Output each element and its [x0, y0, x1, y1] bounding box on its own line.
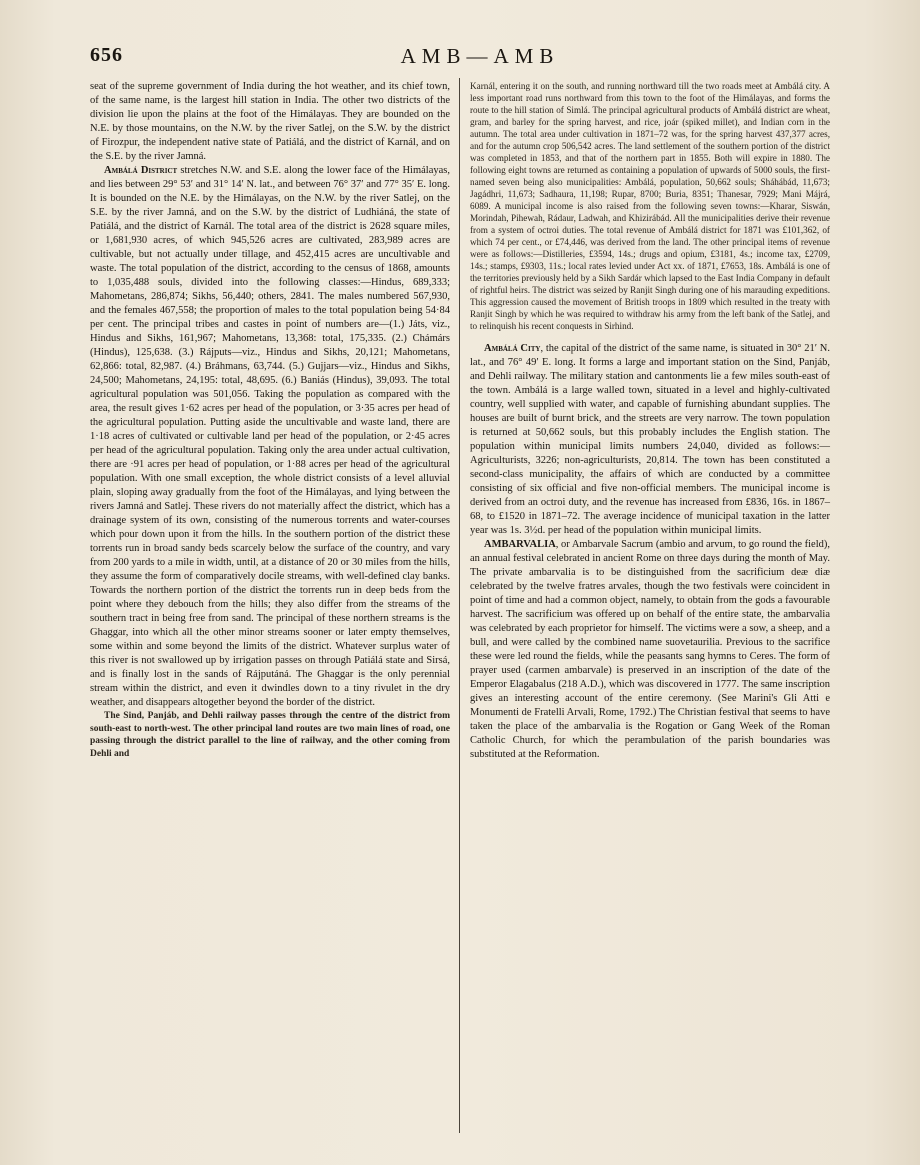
page-number: 656 [90, 44, 123, 66]
entry-heading-ambala-district: Ambálá District [104, 165, 178, 176]
paragraph-district-continued: Karnál, entering it on the south, and running northward till the two roads meet at Ambálá city. A less important road runs northward from this town to the foot of the Himálayas, and forms the route to the hill station of Simlá. The principal agricultural products of Ambálá district are wheat, gram, and barley for the spring harvest, and rice, joár (spiked millet), and Indian corn in the autumn. The total area under cultivation in 1871–72 was, for the spring harvest 437,377 acres, and for the autumn crop 506,542 acres. The land settlement of the southern portion of the district was completed in 1853, and that of the northern part in 1855. Both will expire in 1880. The following eight towns are returned as containing a population of upwards of 5000 souls, the first-named seven being also municipalities: Ambálá, population, 50,662 souls; Sháhábád, 11,673; Jagádhri, 11,673; Sadhaura, 11,198; Rupar, 8700; Buria, 8351; Thanesar, 7929; Mani Májrá, 6089. A municipal income is also raised from the following seven towns:—Kharar, Siswán, Morindah, Pihewah, Rádaur, Ladwah, and Khizirábád. All the municipalities derive their revenue from a system of octroi duties. The total revenue of Ambálá district for 1871 was £101,362, of which 74 per cent., or £74,446, was derived from the land. The other principal items of revenue were as follows:—Distilleries, £3594, 14s.; drugs and opium, £3181, 4s.; income tax, £2709, 14s.; stamps, £9303, 11s.; local rates levied under Act xx. of 1871, £7653, 18s. Ambálá is one of the territories previously held by a Sikh Sardár which lapsed to the East India Company in default of rightful heirs. The district was seized by Ranjit Singh during one of his marauding expeditions. This aggression caused the movement of British troops in 1809 which resulted in the treaty with Ranjit Singh by which he was required to withdraw his army from the left bank of the Satlej, and to relinquish his recent conquests in Sirhind. [470, 81, 830, 331]
paragraph-ambarvalia [470, 538, 830, 762]
entry-body-ambarvalia: , or Ambarvale Sacrum (ambio and arvum, to go round the field), an annual festival celebrated in ancient Rome on three days during the month of May. The private ambarvalia is to be distinguished from the sacrificium deæ diæ celebrated by the twelve fratres arvales, though the two festivals were coincident in point of time and had a common object, namely, to obtain from the gods a favourable harvest. The sacrificium was offered up on behalf of the entire state, the ambarvalia was celebrated by each proprietor for himself. The victims were a sow, a sheep, and a bull, and were called by the combined name suovetaurilia. Previous to the sacrifice these were led round the fields, while the peasants sang hymns to Ceres. The form of prayer used (carmen ambarvale) is preserved in an inscription of the date of the Emperor Elagabalus (218 A.D.), which was discovered in 1777. The same inscription gives an interesting account of the entire ceremony. (See Marini's Gli Atti e Monumenti de Fratelli Arvali, Rome, 1792.) The Christian festival that seems to have taken the place of the ambarvalia is the Rogation or Gang Week of the Roman Catholic Church, for which the perambulation of the parish boundaries was substituted at the Reformation. [470, 539, 830, 760]
running-head [90, 44, 870, 72]
entry-heading-ambala-city: Ambálá City [484, 343, 541, 354]
running-headword: AMB—AMB [400, 44, 560, 68]
paragraph-ambala-district [90, 164, 450, 710]
paragraph-simla-continued: seat of the supreme government of India during the hot weather, and its chief town, of the same name, is the largest hill station in India. The other two districts of the division lie upon the plains at the foot of the Himálayas. They are bounded on the N.E. by those mountains, on the N.W. by the river Satlej, on the S.W. by the district of Firozpur, the independent native state of Patiálá, and the district of Karnál, and on the S.E. by the river Jamná. [90, 81, 450, 162]
entry-heading-ambarvalia: AMBARVALIA [484, 539, 556, 550]
entry-body-ambala-city: , the capital of the district of the same name, is situated in 30° 21′ N. lat., and 76° 49′ E. long. It forms a large and important station on the Sind, Panjáb, and Dehli railway. The military station and cantonments lie a few miles south-east of the town. Ambálá is a large walled town, situated in a level and highly-cultivated country, well supplied with water, and capable of furnishing abundant supplies. The houses are built of burnt brick, and the streets are very narrow. The town population is returned at 50,662 souls, but this probably includes the English station. The population within municipal limits numbers 24,040, divided as follows:—Agriculturists, 3226; non-agriculturists, 20,814. The town has been constituted a second-class municipality, the affairs of which are conducted by a committee consisting of six official and five non-official members. The municipal income is derived from an octroi duty, and the revenue has increased from £836, 16s. in 1867–68, to £1520 in 1871–72. The average incidence of municipal taxation in the latter year was 1s. 3½d. per head of the population within municipal limits. [470, 343, 831, 536]
paragraph-ambala-city [470, 342, 830, 538]
column-divider [459, 78, 460, 1133]
paragraph-railway: The Sind, Panjáb, and Dehli railway passes through the centre of the district from south-east to north-west. The other principal land routes are two main lines of road, one passing through the district parallel to the line of railway, and the other coming from Dehli and [90, 711, 450, 759]
right-column [470, 80, 830, 762]
left-column [90, 80, 450, 760]
entry-body-ambala-district: stretches N.W. and S.E. along the lower face of the Himálayas, and lies between 29° 53′ and 31° 14′ N. lat., and between 76° 37′ and 77° 35′ E. long. It is bounded on the N.E. by the Himálayas, on the N.W. by the river Satlej, on the S.E. by the river Jamná, and on the S.W. by the district of Ludhiáná, the state of Patiálá, and the district of Karnál. The total area of the district is 2628 square miles, or 1,681,930 acres, of which 945,526 acres are cultivated, 283,989 acres are cultivable, but not actually under tillage, and 452,415 acres are uncultivable and waste. The total population of the district, according to the census of 1868, amounts to 1,035,488 souls, divided into the following classes:—Hindus, 689,333; Mahometans, 286,874; Sikhs, 56,440; others, 2841. The males numbered 567,930, and the females 467,558; the proportion of males to the total population being 54·84 per cent. The principal tribes and castes in point of numbers are—(1.) Játs, viz., Hindus and Sikhs, 161,967; Mahometans, 13,368: total, 175,335. (2.) Chámárs (Hindus), 125,638. (3.) Rájputs—viz., Hindus and Sikhs, 20,121; Mahometans, 62,866: total, 82,987. (4.) Bráhmans, 63,744. (5.) Gujjars—viz., Hindus and Sikhs, 24,500; Mahometans, 24,195: total, 48,695. (6.) Baniás (Hindus), 39,093. The total agricultural population was 501,056. Taking the population as compared with the area, the result gives 1·62 acres per head of the population, or 3·35 acres per head of the agricultural population. Putting aside the uncultivable and waste land, there are 1·18 acres of cultivated or cultivable land per head of the population, or 2·45 acres per head of the agricultural population. Taking only the area under actual cultivation, there are ·91 acres per head of population, or 1·88 acres per head of the agricultural population. With one small exception, the whole district consists of a level alluvial plain, sloping away gradually from the foot of the Himálayas, and lying between the rivers Jamná and Satlej. These rivers do not materially affect the district, which has a drainage system of its own, consisting of the numerous torrents and water-courses which pour down upon it from the hills. In the southern portion of the district these torrents run in broad sandy beds scarcely below the surface of the country, and vary from 200 yards to a mile in width, until, at a distance of 20 or 30 miles from the hills, they assume the form of comparatively docile streams, with well-defined clay banks. Towards the northern portion of the district the torrents run in deep beds from the point where they debouch from the hills; they also differ from the streams of the southern tract in being free from sand. The principal of these northern streams is the Ghaggar, into which all the other minor streams sooner or later empty themselves, some within and some beyond the limits of the district. Whatever surplus water of this river is not swallowed up by irrigation passes on through Patiálá state and Sirsá, and is finally lost in the sands of Rájputáná. The Ghaggar is the only perennial stream within the district, and even it dwindles down to a tiny rivulet in the dry weather, and disappears altogether beyond the border of the district. [90, 165, 450, 708]
